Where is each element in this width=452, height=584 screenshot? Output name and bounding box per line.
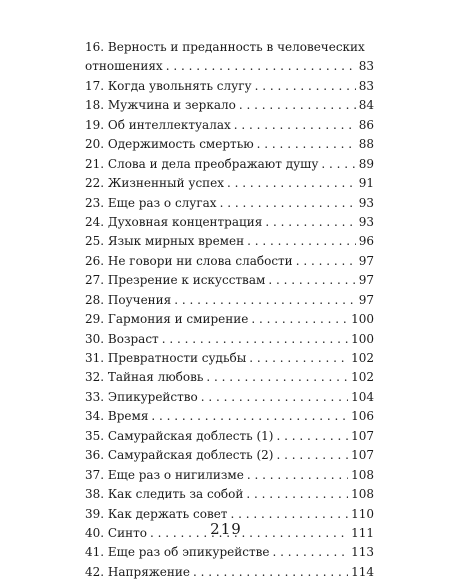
dot-leader <box>247 232 356 251</box>
toc-entry-page: 97 <box>358 253 374 268</box>
toc-entry <box>85 232 374 251</box>
toc-list <box>85 77 374 582</box>
dot-leader <box>246 485 348 504</box>
toc-entry-title: 38. Как следить за собой <box>85 487 244 502</box>
page-number: 219 <box>210 520 242 538</box>
toc-entry-page: 97 <box>358 292 374 307</box>
dot-leader <box>234 116 356 135</box>
dot-leader <box>247 466 348 485</box>
toc-entry-title: 41. Еще раз об эпикурействе <box>85 545 270 560</box>
dot-leader <box>162 330 348 349</box>
toc-entry-page: 113 <box>351 545 374 560</box>
toc-entry-page: 100 <box>351 331 374 346</box>
dot-leader <box>268 271 355 290</box>
dot-leader <box>201 388 348 407</box>
toc-entry <box>85 310 374 329</box>
toc-entry-title: 18. Мужчина и зеркало <box>85 98 236 113</box>
toc-entry-page: 97 <box>358 273 374 288</box>
toc-entry-title: 22. Жизненный успех <box>85 176 225 191</box>
toc-entry <box>85 291 374 310</box>
toc-entry <box>85 407 374 426</box>
toc-entry-title-line1: 16. Верность и преданность в человеческих <box>85 40 365 54</box>
toc-entry <box>85 213 374 232</box>
dot-leader <box>272 543 348 562</box>
toc-entry <box>85 96 374 115</box>
toc-entry-title: 28. Поучения <box>85 292 172 307</box>
toc-entry <box>85 427 374 446</box>
toc-entry-title-line2: отношениях <box>85 59 163 74</box>
toc-entry <box>85 38 374 77</box>
toc-entry-title: 24. Духовная концентрация <box>85 214 263 229</box>
toc-entry <box>85 252 374 271</box>
toc-entry-page: 104 <box>351 389 374 404</box>
toc-entry-page: 93 <box>358 214 374 229</box>
toc-entry-title: 27. Презрение к искусствам <box>85 273 266 288</box>
dot-leader <box>239 96 356 115</box>
dot-leader <box>251 310 348 329</box>
toc-entry <box>85 116 374 135</box>
toc-entry-page: 107 <box>351 428 374 443</box>
toc-entry-page: 102 <box>351 370 374 385</box>
dot-leader <box>265 213 355 232</box>
toc-entry <box>85 485 374 504</box>
toc-entry-title: 34. Время <box>85 409 149 424</box>
toc-entry-page: 110 <box>351 506 374 521</box>
dot-leader <box>296 252 356 271</box>
toc-entry-page: 89 <box>358 156 374 171</box>
toc-entry-page: 91 <box>358 176 374 191</box>
toc-entry-title: 33. Эпикурейство <box>85 389 198 404</box>
toc-entry <box>85 77 374 96</box>
dot-leader <box>321 155 355 174</box>
toc-entry-title: 20. Одержимость смертью <box>85 137 254 152</box>
toc-entry-page: 83 <box>358 78 374 93</box>
toc-entry-title: 21. Слова и дела преображают душу <box>85 156 319 171</box>
toc-entry-page: 86 <box>358 117 374 132</box>
toc-entry-page: 108 <box>351 487 374 502</box>
toc-entry-title: 26. Не говори ни слова слабости <box>85 253 293 268</box>
toc-entry-page: 96 <box>358 234 374 249</box>
dot-leader <box>220 194 356 213</box>
toc-entry-title: 29. Гармония и смирение <box>85 312 249 327</box>
dot-leader <box>227 174 356 193</box>
dot-leader <box>257 135 356 154</box>
toc-entry-page: 106 <box>351 409 374 424</box>
toc-entry-title: 35. Самурайская доблесть (1) <box>85 428 274 443</box>
dot-leader <box>255 77 356 96</box>
toc-entry-title: 40. Синто <box>85 525 147 540</box>
toc-entry-page: 88 <box>358 137 374 152</box>
dot-leader <box>174 291 355 310</box>
toc-entry-title: 37. Еще раз о нигилизме <box>85 467 244 482</box>
toc-entry-page: 107 <box>351 448 374 463</box>
toc-entry-title: 36. Самурайская доблесть (2) <box>85 448 274 463</box>
toc-entry-title: 39. Как держать совет <box>85 506 228 521</box>
toc-entry-title: 23. Еще раз о слугах <box>85 195 217 210</box>
dot-leader <box>277 446 349 465</box>
toc-entry <box>85 194 374 213</box>
dot-leader <box>193 563 348 582</box>
toc-entry-page: 84 <box>358 98 374 113</box>
toc-entry-title: 32. Тайная любовь <box>85 370 204 385</box>
toc-entry-page: 100 <box>351 312 374 327</box>
toc-entry-title: 42. Напряжение <box>85 564 191 579</box>
toc-entry <box>85 135 374 154</box>
toc-entry <box>85 349 374 368</box>
table-of-contents <box>85 38 374 582</box>
dot-leader <box>249 349 348 368</box>
toc-entry <box>85 446 374 465</box>
toc-entry-page: 111 <box>351 525 374 540</box>
toc-entry <box>85 174 374 193</box>
toc-entry-title: 30. Возраст <box>85 331 159 346</box>
toc-entry <box>85 388 374 407</box>
toc-entry-title: 25. Язык мирных времен <box>85 234 245 249</box>
toc-entry-title: 19. Об интеллектуалах <box>85 117 231 132</box>
toc-entry-title: 17. Когда увольнять слугу <box>85 78 252 93</box>
toc-entry-page: 93 <box>358 195 374 210</box>
toc-entry <box>85 368 374 387</box>
toc-entry <box>85 330 374 349</box>
toc-entry-page: 102 <box>351 351 374 366</box>
dot-leader <box>277 427 349 446</box>
toc-entry <box>85 271 374 290</box>
dot-leader <box>166 57 356 76</box>
toc-entry-page: 114 <box>351 564 374 579</box>
toc-entry-title: 31. Превратности судьбы <box>85 351 247 366</box>
dot-leader <box>206 368 348 387</box>
toc-entry <box>85 563 374 582</box>
toc-entry-page: 108 <box>351 467 374 482</box>
toc-entry-page: 83 <box>358 59 374 74</box>
dot-leader <box>151 407 348 426</box>
toc-entry <box>85 543 374 562</box>
toc-entry <box>85 155 374 174</box>
toc-entry <box>85 466 374 485</box>
